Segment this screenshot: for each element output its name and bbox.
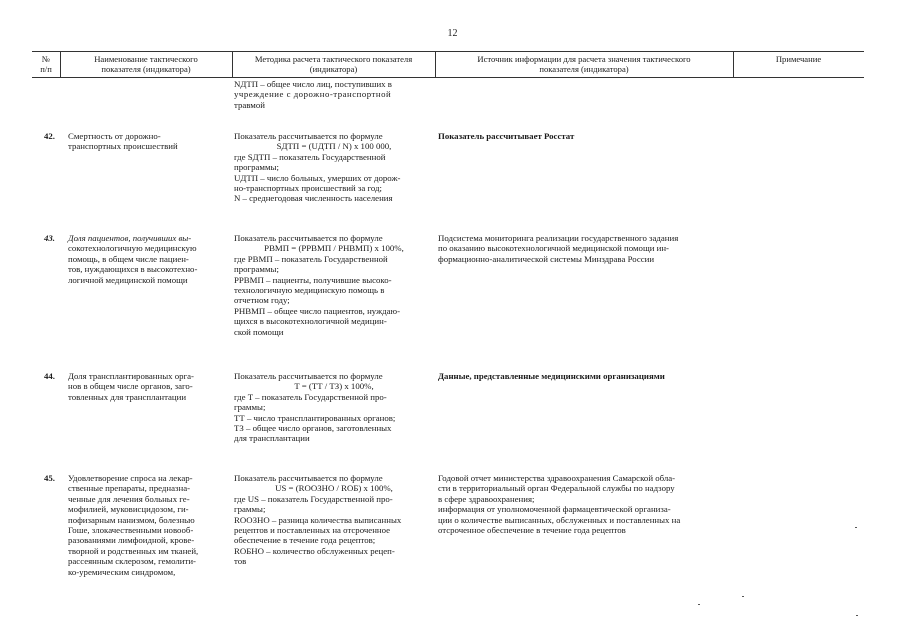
indicator-name: Доля пациентов, получивших вы- сокотехнологичную медицинскую помощь, в общем числе пациен- тов, нуждающихся в высокотехно- логичной медицинской помощи — [68, 233, 198, 285]
calculation-method: Показатель рассчитывается по формуле PВМП = (PPВМП / PНВМП) x 100%, где PВМП – показатель Государственной программы; PPВМП – пациенты, получившие высоко- технологичную медицинскую помощь в отчетном году; PНВМП – общее число пациентов, нуждаю- щихся в высокотехнологичной медицин- ской помощи — [234, 233, 404, 337]
row-number: 44. — [44, 371, 55, 381]
page-number: 12 — [447, 28, 458, 39]
scan-speck — [698, 604, 700, 605]
data-source: Годовой отчет министерства здравоохранения Самарской обла- сти в территориальный орган Федеральной службы по надзору в сфере здравоохранения; информация от уполномоченной фармацевтической организа- ции о количестве выписанных, обслуженных и поставленных на отсроченное обеспечение в течение года рецептов — [438, 473, 681, 536]
row-number: 45. — [44, 473, 55, 483]
indicator-name: Удовлетворение спроса на лекар- ственные препараты, предназна- ченные для лечения больных ге- мофилией, муковисцидозом, ги- пофизарным нанизмом, болезнью Гоше, злокачественными новооб- разованиями лимфоидной, крове- творной и родственных им тканей, рассеянным склерозом, гемолити- ко-уремическим синдромом, — [68, 473, 199, 577]
header-bottom-rule — [32, 77, 864, 78]
row-number: 42. — [44, 131, 55, 141]
data-source: Данные, представленные медицинскими организациями — [438, 371, 665, 381]
calculation-method: Показатель рассчитывается по формуле US = (RООЗНО / RОБ) x 100%, где US – показатель Государственной про- граммы; RООЗНО – разница количества выписанных рецептов и поставленных на отсроченное обеспечение в течение года рецептов; RОБНО – количество обслуженных рецеп- тов — [234, 473, 402, 567]
indicator-name: Смертность от дорожно- транспортных происшествий — [68, 131, 178, 152]
header-col-source: Источник информации для расчета значения тактического показателя (индикатора) — [477, 54, 691, 74]
header-col-number: № п/п — [40, 54, 52, 74]
calculation-method: Показатель рассчитывается по формуле SДТП = (UДТП / N) x 100 000, где SДТП – показатель Государственной программы; UДТП – число больных, умерших от дорож- но-транспортных происшествий за год; N – среднегодовая численность населения — [234, 131, 401, 204]
indicator-name: Доля трансплантированных орга- нов в общем числе органов, заго- товленных для трансплантации — [68, 371, 194, 402]
header-col-name: Наименование тактического показателя (индикатора) — [94, 54, 198, 74]
data-source: Подсистема мониторинга реализации государственного задания по оказанию высокотехнологичной медицинской помощи ин- формационно-аналитической системы Минздрава России — [438, 233, 679, 264]
header-col-note: Примечание — [775, 54, 822, 64]
scan-speck — [742, 596, 744, 597]
scan-speck — [856, 615, 858, 616]
continued-method-text: NДТП – общее число лиц, поступивших в учреждение с дорожно-транспортной травмой — [234, 79, 392, 110]
header-top-rule — [32, 51, 864, 52]
calculation-method: Показатель рассчитывается по формуле T = (TТ / TЗ) x 100%, где T – показатель Государственной про- граммы; TТ – число трансплантированных органов; TЗ – общее число органов, заготовленных для трансплантации — [234, 371, 396, 444]
scan-speck — [855, 527, 857, 528]
data-source: Показатель рассчитывает Росстат — [438, 131, 575, 141]
header-col-method: Методика расчета тактического показателя (индикатора) — [254, 54, 413, 74]
row-number: 43. — [44, 233, 55, 243]
